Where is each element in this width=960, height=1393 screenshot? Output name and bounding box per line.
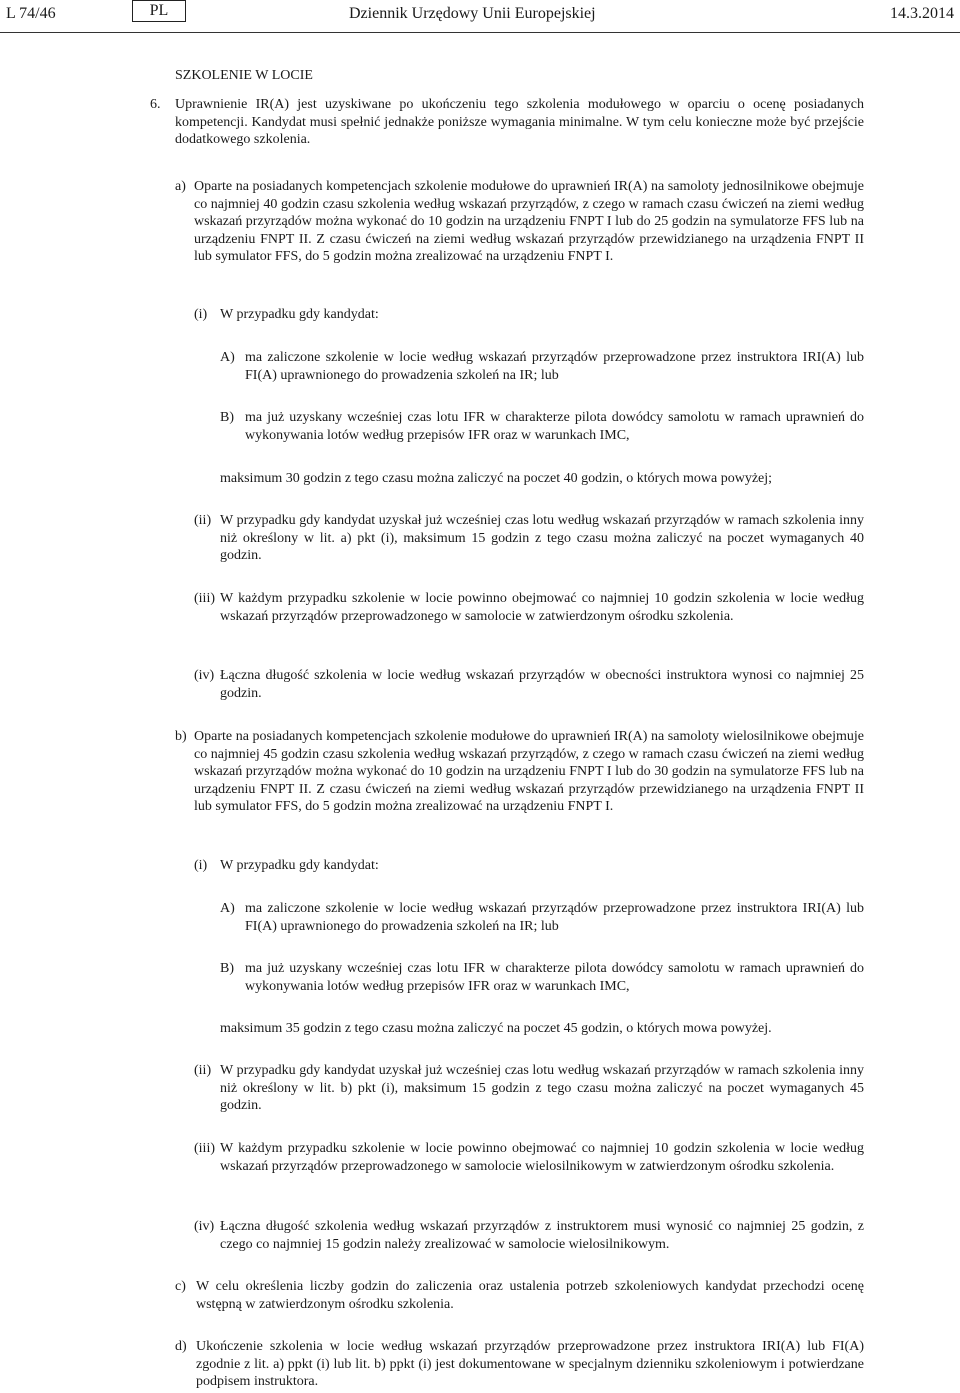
- b-i-B-label: B): [220, 961, 234, 976]
- page-header: [0, 0, 960, 34]
- b-i-tail: maksimum 35 godzin z tego czasu można zaliczyć na poczet 45 godzin, o których mowa powyżej.: [220, 1021, 772, 1036]
- b-ii-label: (ii): [194, 1063, 212, 1078]
- b-i-B-text: ma już uzyskany wcześniej czas lotu IFR w charakterze pilota dowódcy samolotu w ramach uprawnień do wykonywania lotów według przepisów IFR oraz w warunkach IMC,: [245, 961, 864, 994]
- point-a-text: Oparte na posiadanych kompetencjach szkolenie modułowe do uprawnień IR(A) na samoloty jednosilnikowe obejmuje co najmniej 40 godzin czasu szkolenia według wskazań przyrządów, z czego w ramach czasu ćwiczeń na ziemi według wskazań przyrządów można wykonać do 10 godzin na urządzeniu FNPT I lub do 25 godzin na symulatorze FFS lub na urządzeniu FNPT II. Z czasu ćwiczeń na ziemi według wskazań przyrządów przewidzianego na urządzenia FNPT II lub symulator FFS, do 5 godzin można zrealizować na urządzeniu FNPT I.: [194, 179, 864, 264]
- a-ii-label: (ii): [194, 513, 212, 528]
- point-c-text: W celu określenia liczby godzin do zaliczenia oraz ustalenia potrzeb szkoleniowych kandydat przechodzi ocenę wstępną w zatwierdzonym ośrodku szkolenia.: [196, 1279, 864, 1312]
- language-badge: PL: [132, 0, 186, 22]
- a-iii-label: (iii): [194, 591, 215, 606]
- a-i-label: (i): [194, 307, 208, 322]
- publication-date: 14.3.2014: [890, 5, 954, 22]
- a-iv-label: (iv): [194, 668, 215, 683]
- b-i-text: W przypadku gdy kandydat:: [220, 858, 379, 873]
- item-6-text: Uprawnienie IR(A) jest uzyskiwane po ukończeniu tego szkolenia modułowego w oparciu o ocenę posiadanych kompetencji. Kandydat musi spełnić jednakże poniższe wymagania minimalne. W tym celu konieczne może być przejście dodatkowego szkolenia.: [175, 97, 864, 147]
- header-rule: [0, 32, 960, 33]
- point-a-label: a): [175, 179, 186, 194]
- a-ii-text: W przypadku gdy kandydat uzyskał już wcześniej czas lotu według wskazań przyrządów w ramach szkolenia inny niż określony w lit. a) pkt (i), maksimum 15 godzin z tego czasu można zaliczyć na poczet wymaganych 40 godzin.: [220, 513, 864, 563]
- b-i-A-text: ma zaliczone szkolenie w locie według wskazań przyrządów przeprowadzone przez instruktora IRI(A) lub FI(A) uprawnionego do prowadzenia szkoleń na IR; lub: [245, 901, 864, 934]
- b-iv-label: (iv): [194, 1219, 215, 1234]
- journal-title: Dziennik Urzędowy Unii Europejskiej: [349, 5, 596, 22]
- page-reference: L 74/46: [6, 5, 56, 22]
- a-iii-text: W każdym przypadku szkolenie w locie powinno obejmować co najmniej 10 godzin szkolenia w locie według wskazań przyrządów przeprowadzonego w samolocie w zatwierdzonym ośrodku szkolenia.: [220, 591, 864, 624]
- a-i-A-label: A): [220, 350, 235, 365]
- a-i-B-text: ma już uzyskany wcześniej czas lotu IFR w charakterze pilota dowódcy samolotu w ramach uprawnień do wykonywania lotów według przepisów IFR oraz w warunkach IMC,: [245, 410, 864, 443]
- item-6-label: 6.: [150, 97, 161, 112]
- point-b-text: Oparte na posiadanych kompetencjach szkolenie modułowe do uprawnień IR(A) na samoloty wielosilnikowe obejmuje co najmniej 45 godzin czasu szkolenia według wskazań przyrządów, z czego w ramach czasu ćwiczeń na ziemi według wskazań przyrządów można wykonać do 10 godzin na urządzeniu FNPT I lub do 30 godzin na symulatorze FFS lub na urządzeniu FNPT II. Z czasu ćwiczeń na ziemi według wskazań przyrządów przewidzianego na urządzenia FNPT II lub symulator FFS, do 5 godzin można zrealizować na urządzeniu FNPT I.: [194, 729, 864, 814]
- a-i-B-label: B): [220, 410, 234, 425]
- b-i-label: (i): [194, 858, 208, 873]
- a-i-A-text: ma zaliczone szkolenie w locie według wskazań przyrządów przeprowadzone przez instruktora IRI(A) lub FI(A) uprawnionego do prowadzenia szkoleń na IR; lub: [245, 350, 864, 383]
- point-d-text: Ukończenie szkolenia w locie według wskazań przyrządów przeprowadzone przez instruktora IRI(A) lub FI(A) zgodnie z lit. a) ppkt (i) lub lit. b) ppkt (i) jest dokumentowane w specjalnym dzienniku szkoleniowym i potwierdzane podpisem instruktora.: [196, 1339, 864, 1389]
- a-i-tail: maksimum 30 godzin z tego czasu można zaliczyć na poczet 40 godzin, o których mowa powyżej;: [220, 471, 773, 486]
- a-iv-text: Łączna długość szkolenia w locie według wskazań przyrządów w obecności instruktora wynosi co najmniej 25 godzin.: [220, 668, 864, 701]
- section-title: SZKOLENIE W LOCIE: [175, 68, 313, 83]
- point-d-label: d): [175, 1339, 187, 1354]
- point-c-label: c): [175, 1279, 186, 1294]
- b-iii-label: (iii): [194, 1141, 215, 1156]
- a-i-text: W przypadku gdy kandydat:: [220, 307, 379, 322]
- b-iii-text: W każdym przypadku szkolenie w locie powinno obejmować co najmniej 10 godzin szkolenia w locie według wskazań przyrządów przeprowadzonego w samolocie wielosilnikowym w zatwierdzonym ośrodku szkolenia.: [220, 1141, 864, 1174]
- b-ii-text: W przypadku gdy kandydat uzyskał już wcześniej czas lotu według wskazań przyrządów w ramach szkolenia inny niż określony w lit. b) pkt (i), maksimum 15 godzin z tego czasu można zaliczyć na poczet wymaganych 45 godzin.: [220, 1063, 864, 1113]
- b-i-A-label: A): [220, 901, 235, 916]
- b-iv-text: Łączna długość szkolenia według wskazań przyrządów z instruktorem musi wynosić co najmniej 25 godzin, z czego co najmniej 15 godzin należy zrealizować w samolocie wielosilnikowym.: [220, 1219, 864, 1252]
- point-b-label: b): [175, 729, 187, 744]
